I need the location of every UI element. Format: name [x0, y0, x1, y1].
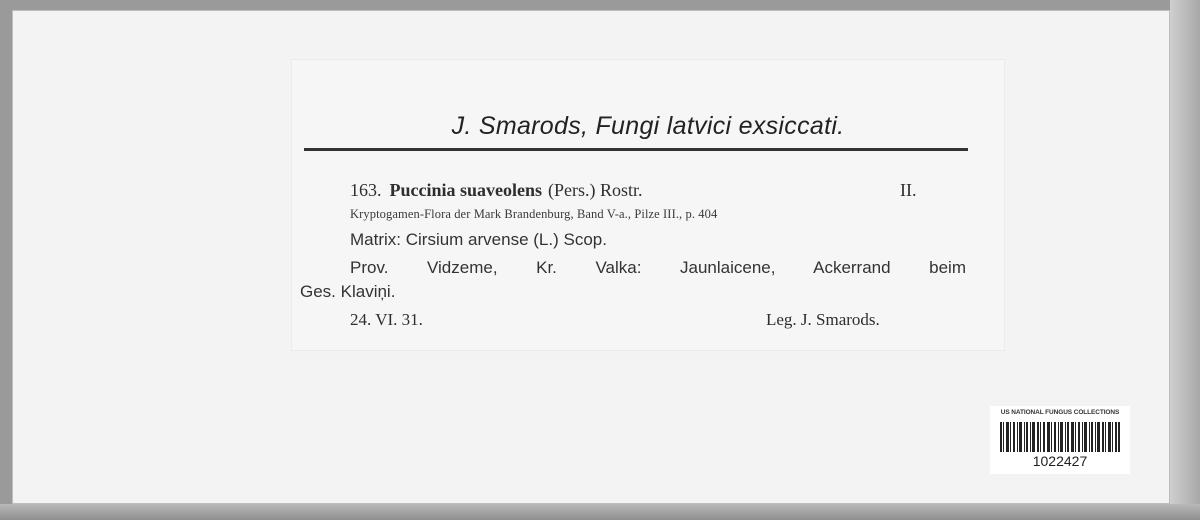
- barcode-label: [990, 406, 1130, 474]
- species-name: Puccinia suaveolens: [389, 180, 543, 200]
- locality-line-2: Ges. Klaviņi.: [300, 282, 396, 301]
- spore-grade: II.: [900, 180, 917, 200]
- sheet-edge-bottom: [0, 504, 1200, 520]
- species-authority: (Pers.) Rostr.: [548, 180, 643, 200]
- barcode-number: 1022427: [1032, 453, 1088, 469]
- title-rule: [304, 148, 968, 151]
- locality-line-1: Prov. Vidzeme, Kr. Valka: Jaunlaicene, Ackerrand beim: [350, 258, 966, 277]
- matrix-line: Matrix: Cirsium arvense (L.) Scop.: [350, 230, 607, 249]
- sheet-edge-right: [1170, 0, 1200, 520]
- exsiccata-number: 163.: [350, 180, 382, 200]
- collection-date: 24. VI. 31.: [350, 310, 423, 329]
- label-title: J. Smarods, Fungi latvici exsiccati.: [451, 112, 845, 140]
- collector-line: Leg. J. Smarods.: [766, 310, 880, 329]
- species-line: [350, 180, 643, 201]
- specimen-label: [292, 60, 1004, 350]
- barcode-icon: [1000, 422, 1120, 452]
- barcode-header: US NATIONAL FUNGUS COLLECTIONS: [1000, 409, 1120, 416]
- reference-line: Kryptogamen-Flora der Mark Brandenburg, Band V-a., Pilze III., p. 404: [350, 207, 718, 221]
